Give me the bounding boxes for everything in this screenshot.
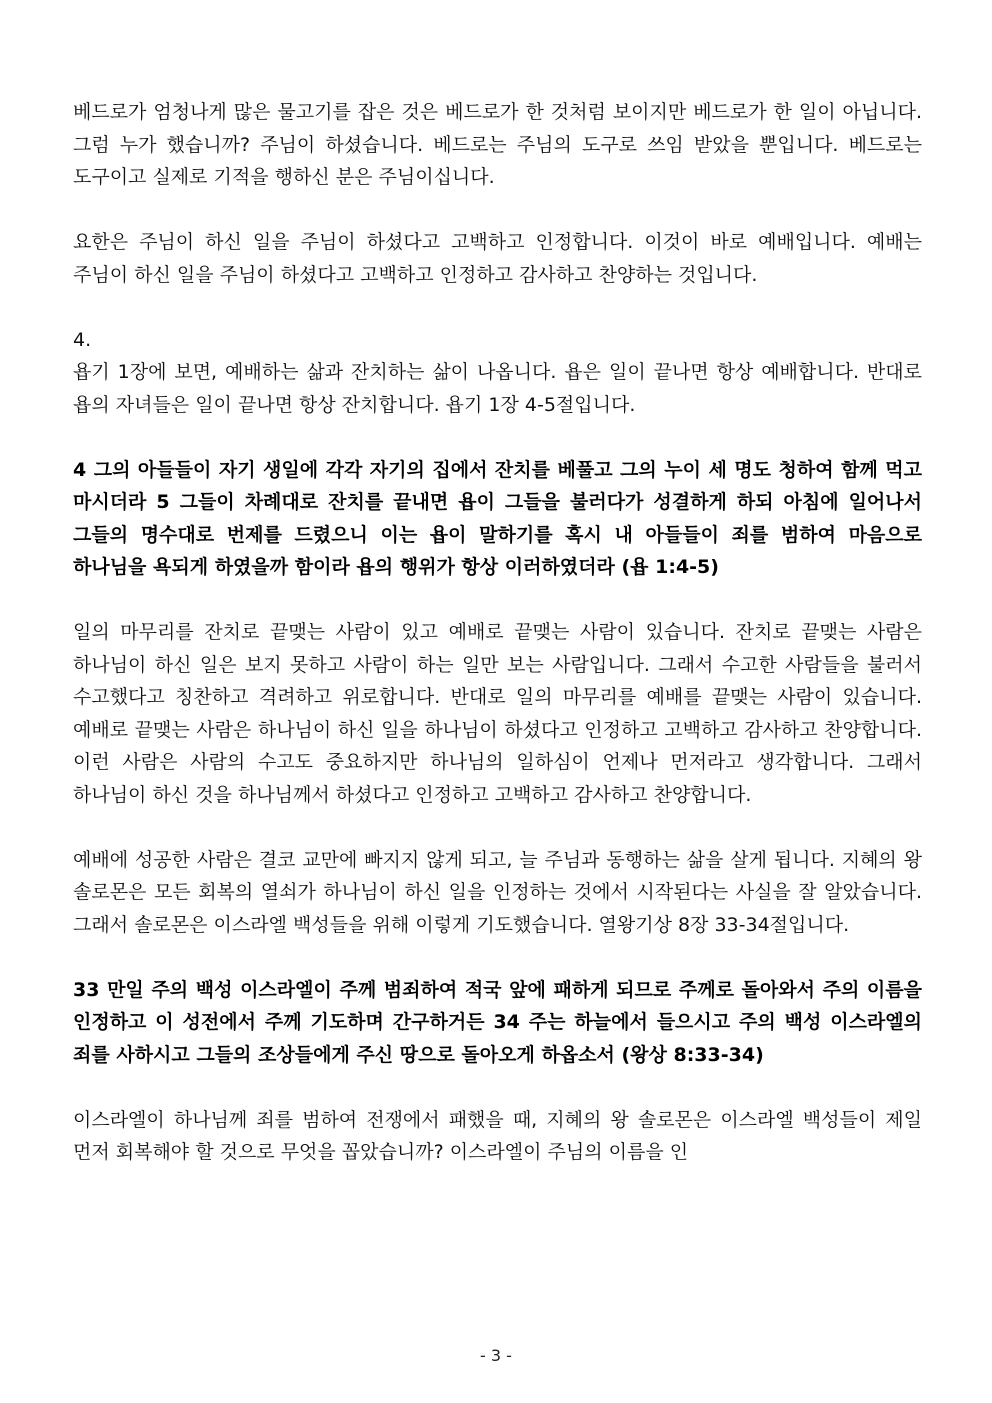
paragraph-gap xyxy=(73,194,922,227)
paragraph-gap xyxy=(73,584,922,617)
document-page xyxy=(73,96,922,1169)
paragraph-john-worship: 요한은 주님이 하신 일을 주님이 하셨다고 고백하고 인정합니다. 이것이 바로 예배입니다. 예배는 주님이 하신 일을 주님이 하셨다고 고백하고 인정하고 감사하고 찬양하는 것입니다. xyxy=(73,231,922,286)
scripture-quote-job: 4 그의 아들들이 자기 생일에 각각 자기의 집에서 잔치를 베풀고 그의 누이 세 명도 청하여 함께 먹고 마시더라 5 그들이 차례대로 잔치를 끝내면 욥이 그들을 불러다가 성결하게 하되 아침에 일어나서 그들의 명수대로 번제를 드렸으니 이는 욥이 말하기를 혹시 내 아들들이 죄를 범하여 마음으로 하나님을 욕되게 하였을까 함이라 욥의 행위가 항상 이러하였더라 (욥 1:4-5) xyxy=(73,458,922,578)
scripture-quote-kings: 33 만일 주의 백성 이스라엘이 주께 범죄하여 적국 앞에 패하게 되므로 주께로 돌아와서 주의 이름을 인정하고 이 성전에서 주께 기도하며 간구하거든 34 주는 하늘에서 들으시고 주의 백성 이스라엘의 죄를 사하시고 그들의 조상들에게 주신 땅으로 돌아오게 하옵소서 (왕상 8:33-34) xyxy=(73,978,922,1066)
paragraph-feast-vs-worship: 일의 마무리를 잔치로 끝맺는 사람이 있고 예배로 끝맺는 사람이 있습니다. 잔치로 끝맺는 사람은 하나님이 하신 일은 보지 못하고 사람이 하는 일만 보는 사람입니다. 그래서 수고한 사람들을 불러서 수고했다고 칭찬하고 격려하고 위로합니다. 반대로 일의 마무리를 예배를 끝맺는 사람이 있습니다. 예배로 끝맺는 사람은 하나님이 하신 일을 하나님이 하셨다고 인정하고 고백하고 감사하고 찬양합니다. 이런 사람은 사람의 수고도 중요하지만 하나님의 일하심이 언제나 먼저라고 생각합니다. 그래서 하나님이 하신 것을 하나님께서 하셨다고 인정하고 고백하고 감사하고 찬양합니다. xyxy=(73,621,922,806)
paragraph-peter-tool: 베드로가 엄청나게 많은 물고기를 잡은 것은 베드로가 한 것처럼 보이지만 베드로가 한 일이 아닙니다. 그럼 누가 했습니까? 주님이 하셨습니다. 베드로는 주님의 도구로 쓰임 받았을 뿐입니다. 베드로는 도구이고 실제로 기적을 행하신 분은 주님이십니다. xyxy=(73,101,922,188)
paragraph-gap xyxy=(73,1071,922,1104)
section-number: 4. xyxy=(73,328,92,351)
paragraph-gap xyxy=(73,291,922,324)
paragraph-gap xyxy=(73,941,922,974)
paragraph-job-intro: 욥기 1장에 보면, 예배하는 삶과 잔치하는 삶이 나옵니다. 욥은 일이 끝나면 항상 예배합니다. 반대로 욥의 자녀들은 일이 끝나면 항상 잔치합니다. 욥기 1장 4-5절입니다. xyxy=(73,361,922,416)
paragraph-gap xyxy=(73,421,922,454)
paragraph-israel-restoration: 이스라엘이 하나님께 죄를 범하여 전쟁에서 패했을 때, 지혜의 왕 솔로몬은 이스라엘 백성들이 제일 먼저 회복해야 할 것으로 무엇을 꼽았습니까? 이스라엘이 주님의 이름을 인 xyxy=(73,1108,922,1163)
paragraph-solomon: 예배에 성공한 사람은 결코 교만에 빠지지 않게 되고, 늘 주님과 동행하는 삶을 살게 됩니다. 지혜의 왕 솔로몬은 모든 회복의 열쇠가 하나님이 하신 일을 인정하는 것에서 시작된다는 사실을 잘 알았습니다. 그래서 솔로몬은 이스라엘 백성들을 위해 이렇게 기도했습니다. 열왕기상 8장 33-34절입니다. xyxy=(73,848,922,936)
page-number: - 3 - xyxy=(480,1346,512,1365)
paragraph-gap xyxy=(73,811,922,844)
